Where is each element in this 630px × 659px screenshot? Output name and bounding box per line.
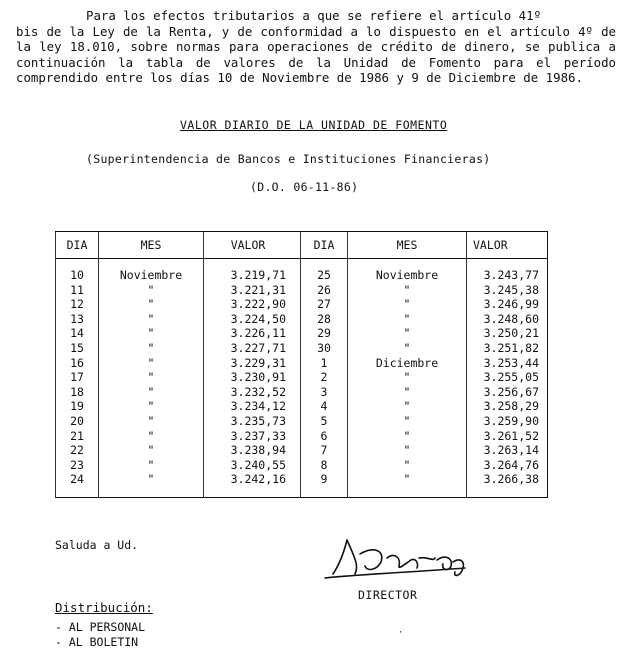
cell-mes-2: " <box>348 429 467 444</box>
distribution-item: - AL PERSONAL <box>55 620 145 635</box>
cell-mes-2: " <box>348 399 467 414</box>
cell-dia-2: 30 <box>301 341 348 356</box>
intro-paragraph <box>16 8 616 86</box>
cell-mes-2: " <box>348 312 467 327</box>
table-row <box>56 399 548 414</box>
cell-valor: 3.240,55 <box>204 458 301 473</box>
cell-mes: " <box>99 472 204 497</box>
cell-dia: 12 <box>56 297 99 312</box>
signer-title: DIRECTOR <box>358 588 418 602</box>
header-valor-2: VALOR <box>467 232 548 259</box>
cell-valor: 3.222,90 <box>204 297 301 312</box>
table-row <box>56 472 548 497</box>
header-mes: MES <box>99 232 204 259</box>
header-mes-2: MES <box>348 232 467 259</box>
signature-image <box>315 528 475 583</box>
header-dia: DIA <box>56 232 99 259</box>
cell-mes-2: " <box>348 414 467 429</box>
cell-mes-2: " <box>348 297 467 312</box>
distribution-list <box>55 620 145 650</box>
cell-valor-2: 3.263,14 <box>467 443 548 458</box>
cell-dia-2: 9 <box>301 472 348 497</box>
table-row <box>56 370 548 385</box>
cell-dia-2: 2 <box>301 370 348 385</box>
table-row <box>56 385 548 400</box>
cell-mes-2: " <box>348 326 467 341</box>
cell-valor-2: 3.253,44 <box>467 356 548 371</box>
table-row <box>56 414 548 429</box>
table-row <box>56 312 548 327</box>
cell-dia-2: 5 <box>301 414 348 429</box>
cell-mes: " <box>99 356 204 371</box>
cell-dia: 22 <box>56 443 99 458</box>
cell-dia: 19 <box>56 399 99 414</box>
cell-mes-2: " <box>348 283 467 298</box>
cell-mes: " <box>99 370 204 385</box>
cell-valor-2: 3.261,52 <box>467 429 548 444</box>
table-subtitle: (Superintendencia de Bancos e Instituciones Financieras) <box>86 152 491 166</box>
cell-mes: " <box>99 297 204 312</box>
cell-valor-2: 3.258,29 <box>467 399 548 414</box>
cell-dia-2: 25 <box>301 259 348 283</box>
cell-valor-2: 3.243,77 <box>467 259 548 283</box>
cell-dia: 24 <box>56 472 99 497</box>
table-header-row <box>56 232 548 259</box>
table-row <box>56 283 548 298</box>
cell-valor: 3.227,71 <box>204 341 301 356</box>
cell-dia-2: 4 <box>301 399 348 414</box>
intro-rest: bis de la Ley de la Renta, y de conformidad a lo dispuesto en el artículo 4º de la ley 18.010, sobre normas para operaciones de crédito de dinero, se publica a continuación la tabla de valores de la Unidad de Fomento para el período comprendido entre los días 10 de Noviembre de 1986 y 9 de Diciembre de 1986. <box>16 23 616 85</box>
cell-valor: 3.224,50 <box>204 312 301 327</box>
cell-valor-2: 3.250,21 <box>467 326 548 341</box>
cell-dia-2: 26 <box>301 283 348 298</box>
cell-dia-2: 8 <box>301 458 348 473</box>
cell-dia-2: 3 <box>301 385 348 400</box>
cell-valor-2: 3.246,99 <box>467 297 548 312</box>
header-valor: VALOR <box>204 232 301 259</box>
cell-valor-2: 3.251,82 <box>467 341 548 356</box>
table-row <box>56 458 548 473</box>
cell-mes-2: " <box>348 458 467 473</box>
cell-dia: 17 <box>56 370 99 385</box>
cell-mes: " <box>99 341 204 356</box>
cell-valor: 3.242,16 <box>204 472 301 497</box>
stray-mark: · <box>398 628 404 638</box>
table-body <box>56 259 548 498</box>
cell-mes-2: " <box>348 341 467 356</box>
cell-dia-2: 28 <box>301 312 348 327</box>
cell-dia: 13 <box>56 312 99 327</box>
table-row <box>56 259 548 283</box>
cell-valor-2: 3.248,60 <box>467 312 548 327</box>
uf-values-table <box>55 231 548 498</box>
cell-valor-2: 3.245,38 <box>467 283 548 298</box>
intro-line-1: Para los efectos tributarios a que se refiere el artículo 41º <box>86 8 542 23</box>
cell-dia-2: 27 <box>301 297 348 312</box>
cell-mes-2: " <box>348 370 467 385</box>
cell-mes: Noviembre <box>99 259 204 283</box>
cell-mes: " <box>99 443 204 458</box>
cell-valor: 3.229,31 <box>204 356 301 371</box>
table-row <box>56 341 548 356</box>
cell-dia: 18 <box>56 385 99 400</box>
distribution-item: - AL BOLETIN <box>55 635 145 650</box>
cell-mes: " <box>99 283 204 298</box>
distribution-title: Distribución: <box>55 600 153 615</box>
cell-valor: 3.238,94 <box>204 443 301 458</box>
closing-salutation: Saluda a Ud. <box>55 538 139 552</box>
cell-mes: " <box>99 312 204 327</box>
cell-valor-2: 3.259,90 <box>467 414 548 429</box>
cell-dia: 21 <box>56 429 99 444</box>
cell-mes-2: " <box>348 443 467 458</box>
cell-valor-2: 3.266,38 <box>467 472 548 497</box>
table-row <box>56 297 548 312</box>
cell-valor: 3.234,12 <box>204 399 301 414</box>
cell-dia: 15 <box>56 341 99 356</box>
table-row <box>56 443 548 458</box>
table-row <box>56 429 548 444</box>
cell-valor: 3.219,71 <box>204 259 301 283</box>
cell-mes: " <box>99 326 204 341</box>
cell-mes: " <box>99 399 204 414</box>
cell-mes-2: Diciembre <box>348 356 467 371</box>
cell-dia-2: 29 <box>301 326 348 341</box>
cell-mes: " <box>99 385 204 400</box>
cell-dia: 16 <box>56 356 99 371</box>
cell-mes-2: " <box>348 472 467 497</box>
cell-dia: 14 <box>56 326 99 341</box>
cell-mes: " <box>99 414 204 429</box>
cell-valor-2: 3.255,05 <box>467 370 548 385</box>
cell-valor: 3.232,52 <box>204 385 301 400</box>
cell-mes: " <box>99 429 204 444</box>
table-title: VALOR DIARIO DE LA UNIDAD DE FOMENTO <box>180 118 448 132</box>
cell-mes: " <box>99 458 204 473</box>
cell-dia-2: 7 <box>301 443 348 458</box>
cell-dia: 10 <box>56 259 99 283</box>
cell-valor-2: 3.264,76 <box>467 458 548 473</box>
table-row <box>56 356 548 371</box>
cell-dia: 11 <box>56 283 99 298</box>
cell-valor: 3.237,33 <box>204 429 301 444</box>
cell-valor: 3.230,91 <box>204 370 301 385</box>
cell-valor: 3.235,73 <box>204 414 301 429</box>
source-reference: (D.O. 06-11-86) <box>250 180 359 194</box>
table-row <box>56 326 548 341</box>
cell-dia-2: 1 <box>301 356 348 371</box>
cell-dia: 20 <box>56 414 99 429</box>
cell-dia-2: 6 <box>301 429 348 444</box>
cell-valor-2: 3.256,67 <box>467 385 548 400</box>
header-dia-2: DIA <box>301 232 348 259</box>
cell-valor: 3.226,11 <box>204 326 301 341</box>
cell-mes-2: " <box>348 385 467 400</box>
cell-valor: 3.221,31 <box>204 283 301 298</box>
cell-dia: 23 <box>56 458 99 473</box>
cell-mes-2: Noviembre <box>348 259 467 283</box>
